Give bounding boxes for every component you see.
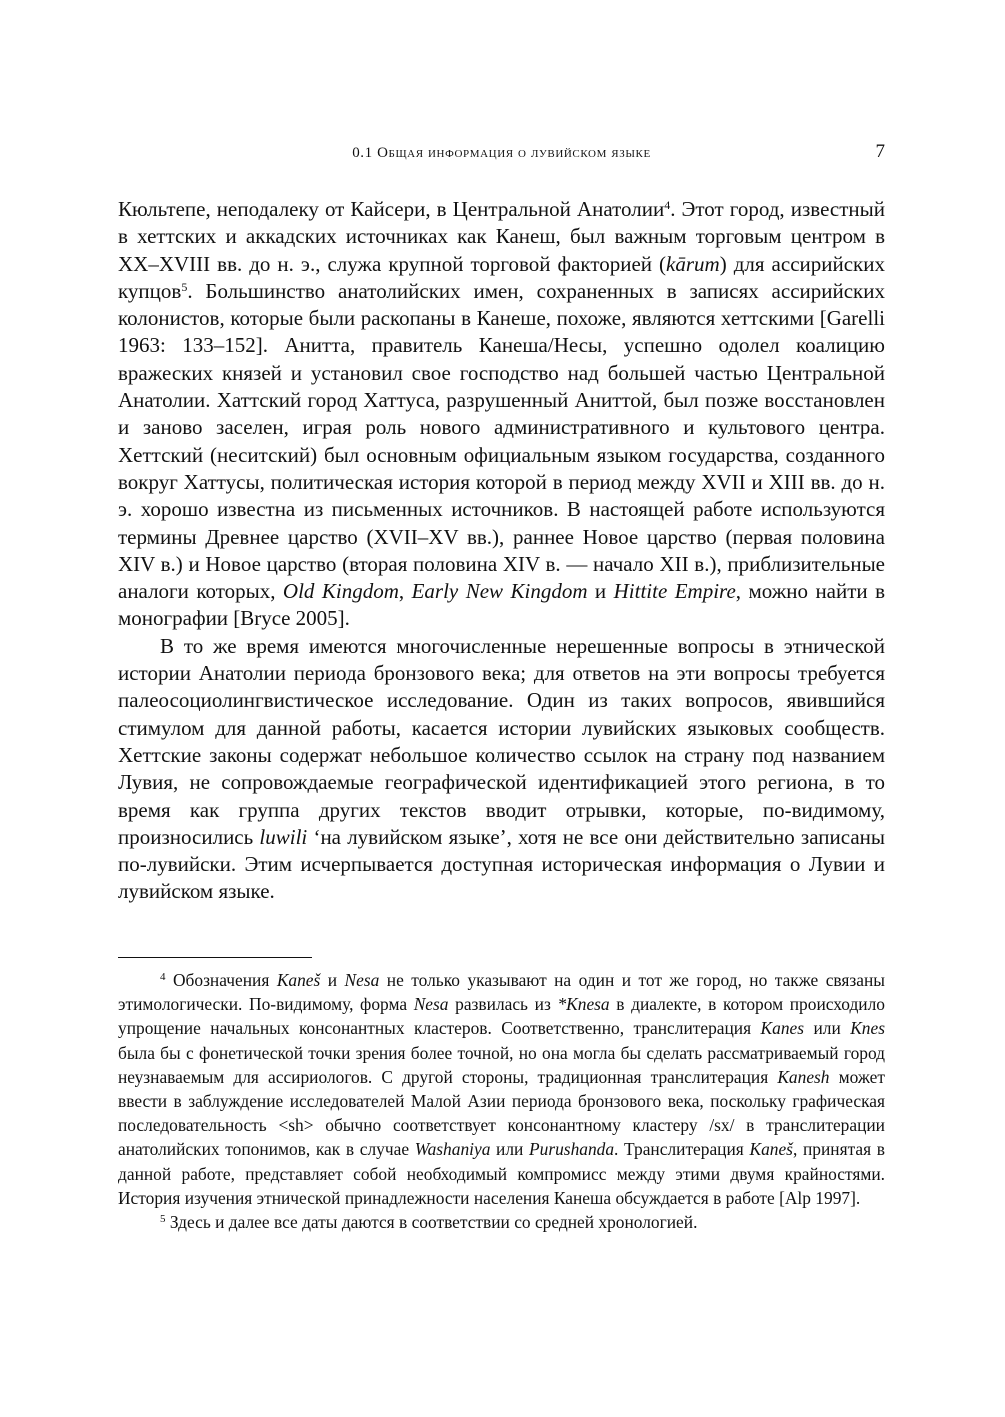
text-run: Кюльтепе, неподалеку от Кайсери, в Центральной Анатолии	[118, 197, 665, 221]
footnotes	[118, 968, 885, 1234]
footnote-number: 4	[160, 971, 166, 983]
italic-term: Kanesh	[777, 1066, 830, 1087]
text-run: , можно найти в монографии [Bryce 2005].	[118, 579, 886, 631]
paragraph-2	[118, 633, 885, 906]
italic-term: Hittite Empire	[613, 579, 736, 604]
text-run: была бы с фонетической точки зрения более точной, но она могла бы сделать рассматриваемый город неузнаваемым для ассириологов. С другой стороны, традиционная транслитерация	[118, 1042, 885, 1087]
text-run: В то же время имеются многочисленные нерешенные вопросы в этнической истории Анатолии периода бронзового века; для ответов на эти вопросы требуется палеосоциолингвистическое исследование. Один из таких вопросов, явившийся стимулом для данной работы, касается истории лувийских языковых сообществ. Хеттские законы содержат небольшое количество ссылок на страну под названием Лувия, не сопровождаемые географической идентификацией этого региона, в то время как группа других текстов вводит отрывки, которые, по-видимому, произносились	[118, 633, 885, 849]
italic-term: Early New Kingdom	[411, 579, 588, 604]
italic-term: Kanes	[760, 1018, 805, 1039]
italic-term: Nesa	[413, 994, 449, 1015]
paragraph-1	[118, 196, 885, 633]
italic-term: luwili	[259, 824, 308, 849]
text-run: Здесь и далее все даты даются в соответствии со средней хронологией.	[165, 1212, 698, 1233]
footnote-ref-4[interactable]: 4	[664, 198, 671, 212]
italic-term: Kaneš	[276, 970, 321, 990]
running-title	[118, 145, 885, 162]
text-run: не только указывают на один и тот же город, но также связаны этимологически. По-видимому, форма	[118, 970, 885, 1015]
text-run: развилась из	[448, 994, 558, 1015]
text-run: Обозначения	[165, 970, 277, 990]
section-title: Общая информация о лувийском языке	[377, 145, 651, 161]
section-number: 0.1	[352, 145, 373, 161]
footnote-separator	[118, 957, 312, 958]
footnote-ref-5[interactable]: 5	[181, 279, 188, 294]
text-run: ‘на лувийском языке’, хотя не все они действительно записаны по-лувийски. Этим исчерпывается доступная историческая информация о Лувии и лувийском языке.	[118, 824, 885, 904]
text-run: ) для ассирийских купцов	[118, 251, 885, 303]
text-run: . Этот город, известный в хеттских и аккадских источниках как Канеш, был важным торговым центром в XX–XVIII вв. до н. э., служа крупной торговой факторией (	[118, 197, 885, 276]
text-run: и	[587, 579, 614, 604]
italic-term: Purushanda	[529, 1139, 615, 1160]
footnote-5	[118, 1210, 885, 1234]
text-run: и	[320, 970, 345, 990]
footnote-4	[118, 968, 885, 1210]
italic-term: *Knesa	[557, 994, 610, 1015]
italic-term: Knes	[850, 1018, 885, 1039]
text-run: может ввести в заблуждение исследователей Малой Азии периода бронзового века, поскольку графическая последовательность <sh> обычно соответствует консонантному кластеру /sx/ в транслитерации анатолийских топонимов, как в случае	[118, 1066, 885, 1160]
footnote-number: 5	[160, 1213, 166, 1226]
italic-term: kārum	[666, 251, 720, 276]
text-run: ,	[398, 579, 412, 604]
text-run: или	[490, 1139, 530, 1160]
text-run: или	[804, 1018, 851, 1039]
italic-term: Old Kingdom	[282, 579, 399, 604]
running-head	[118, 141, 885, 165]
italic-term: Kaneš	[749, 1139, 793, 1160]
main-text	[118, 196, 885, 906]
text-run: . Транслитерация	[614, 1139, 750, 1160]
text-run: в диалекте, в котором происходило упрощение начальных консонантных кластеров. Соответственно, транслитерация	[118, 994, 885, 1039]
italic-term: Washaniya	[414, 1139, 491, 1160]
text-run: . Большинство анатолийских имен, сохраненных в записях ассирийских колонистов, которые были раскопаны в Канеше, похоже, являются хеттскими [Garelli 1963: 133–152]. Анитта, правитель Канеша/Несы, успешно одолел коалицию вражеских князей и установил свое господство над большей частью Центральной Анатолии. Хаттский город Хаттуса, разрушенный Аниттой, был позже восстановлен и заново заселен, играя роль нового административного и культового центра. Хеттский (неситский) был основным официальным языком государства, созданного вокруг Хаттусы, политическая история которой в период между XVII и XIII вв. до н. э. хорошо известна из письменных источников. В настоящей работе используются термины Древнее царство (XVII–XV вв.), раннее Новое царство (первая половина XIV в.) и Новое царство (вторая половина XIV в. — начало XII в.), приблизительные аналоги которых,	[118, 278, 885, 604]
page-number: 7	[875, 141, 885, 162]
text-run: , принятая в данной работе, представляет собой необходимый компромисс между этими двумя крайностями. История изучения этнической принадлежности населения Канеша обсуждается в работе [Alp 1997].	[118, 1139, 885, 1208]
italic-term: Nesa	[344, 970, 380, 990]
